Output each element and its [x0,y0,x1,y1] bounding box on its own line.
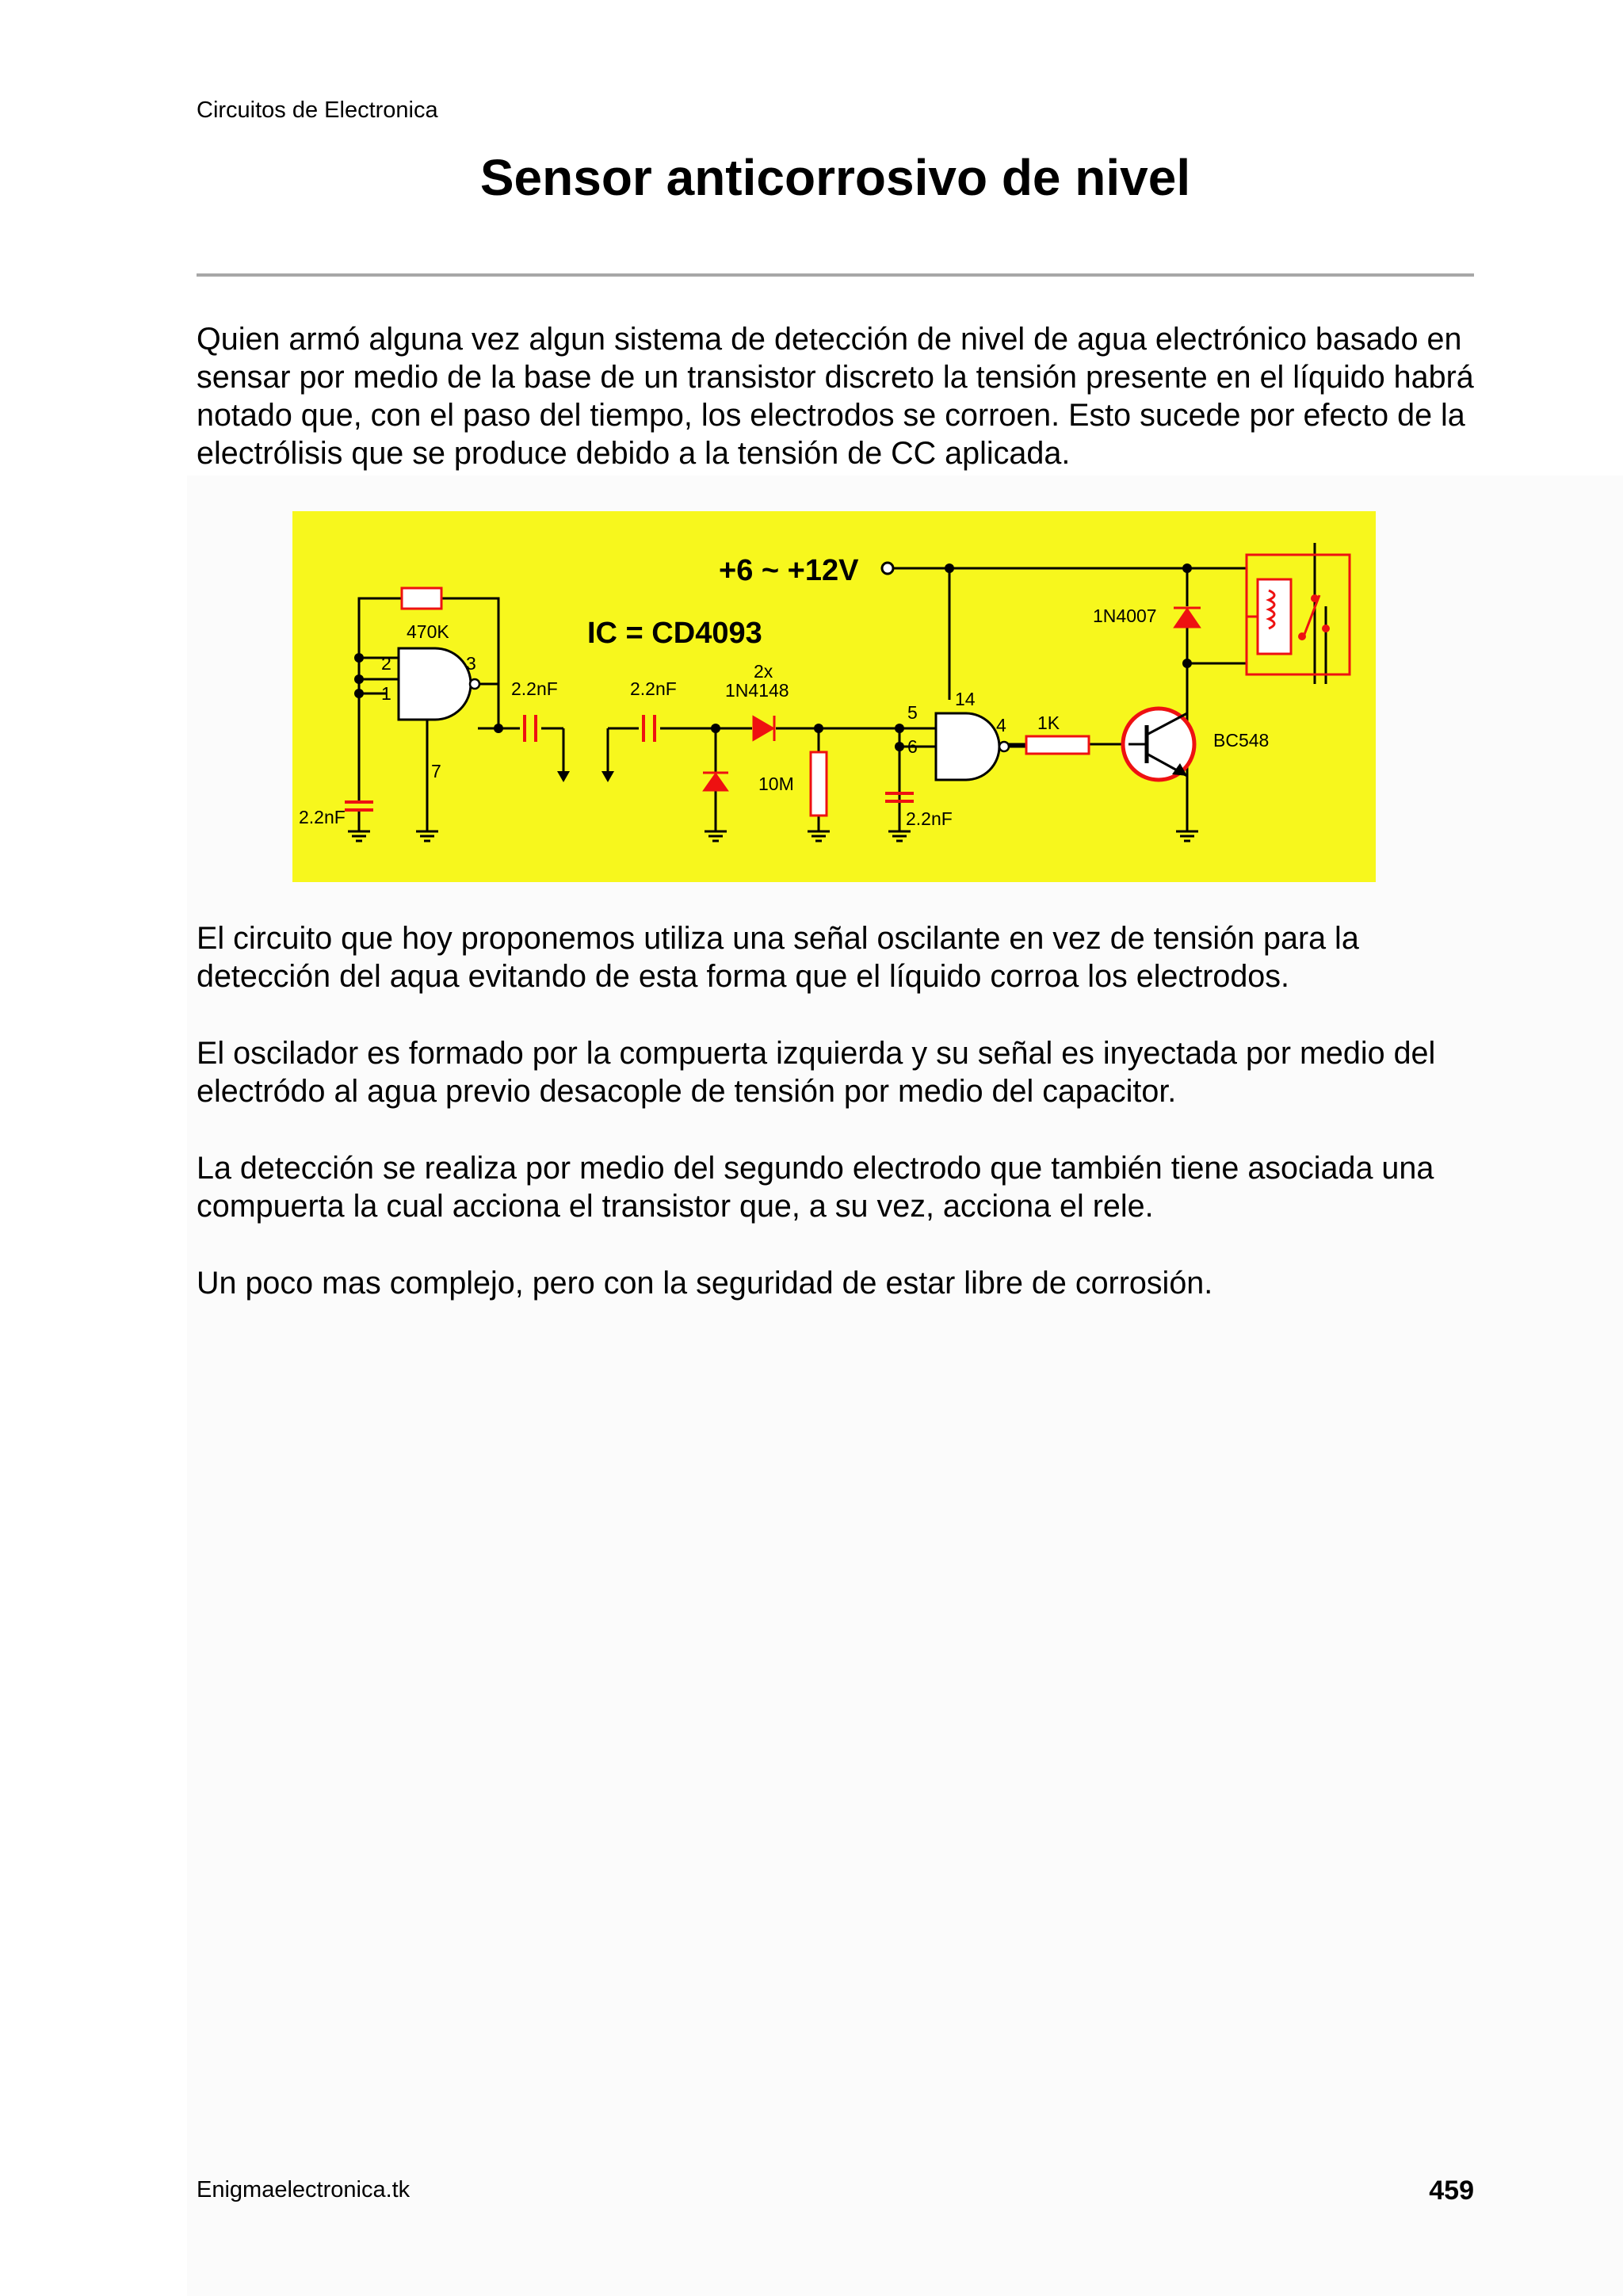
paragraph-oscillator: El oscilador es formado por la compuerta izquierda y su señal es inyectada por medio del electródo al agua previo desacople de tensión por medio del capacitor. [197,1036,1436,1109]
label-r-feedback: 470K [407,621,449,642]
label-supply: +6 ~ +12V [719,554,859,587]
page-title: Sensor anticorrosivo de nivel [479,149,1191,206]
relay-contact-3 [1322,625,1330,632]
label-c-couple-1: 2.2nF [511,678,558,699]
label-transistor: BC548 [1213,730,1270,751]
pin-6: 6 [907,736,918,757]
page-number: 459 [1429,2176,1474,2206]
paragraph-intro: Quien armó alguna vez algun sistema de detección de nivel de agua electrónico basado en sensar por medio de la base de un transistor discreto la tensión presente en el líquido habrá notado que, con el paso del tiempo, los electrodos se corroen. Esto sucede por efecto de la electrólisis que se produce debido a la tensión de CC aplicada. [197,322,1474,471]
pin-3: 3 [466,653,476,674]
label-c-couple-2: 2.2nF [630,678,677,699]
running-header: Circuitos de Electronica [197,97,438,123]
footer-site: Enigmaelectronica.tk [197,2177,411,2202]
label-c-timing: 2.2nF [299,807,346,827]
label-ic: IC = CD4093 [587,617,762,650]
title-divider [197,273,1474,277]
transistor-symbol [1123,709,1194,780]
label-diodes: 1N4148 [725,680,789,701]
nand-gate-oscillator [399,648,498,720]
label-r-base: 1K [1037,712,1060,733]
relay-contact-2 [1298,632,1306,640]
label-diodes-qty: 2x [754,661,773,682]
pin-1: 1 [381,683,391,704]
pin-4: 4 [996,715,1006,735]
pin-5: 5 [907,702,918,723]
paragraph-conclusion: Un poco mas complejo, pero con la seguridad de estar libre de corrosión. [197,1266,1213,1301]
circuit-schematic [292,511,1376,882]
paragraph-proposal: El circuito que hoy proponemos utiliza una señal oscilante en vez de tensión para la detección del aqua evitando de esta forma que el líquido corroa los electrodos. [197,921,1359,994]
pin-2: 2 [381,653,391,674]
electrode-1-arrow [557,771,570,782]
paragraph-detection: La detección se realiza por medio del segundo electrodo que también tiene asociada una compuerta la cual acciona el transistor que, a su vez, acciona el rele. [197,1151,1434,1224]
relay-contact-1 [1311,594,1319,602]
supply-terminal [882,563,893,574]
pin-7: 7 [431,761,441,781]
electrode-2-arrow [601,771,614,782]
schematic-drawing [292,511,1376,882]
label-r-bias: 10M [758,774,794,794]
label-flyback: 1N4007 [1093,606,1157,626]
ground-symbols [348,831,1198,841]
pin-14: 14 [955,689,976,709]
label-c-filter: 2.2nF [906,808,953,829]
